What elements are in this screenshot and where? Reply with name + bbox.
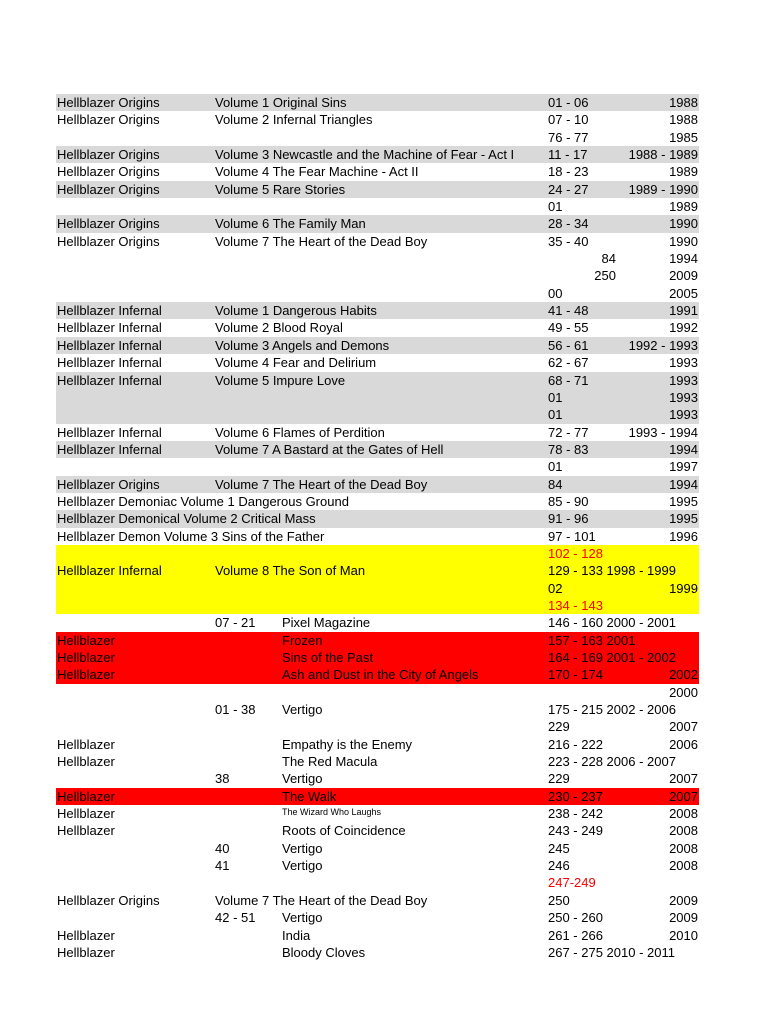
table-row (56, 285, 699, 302)
volume-cell: Volume 6 Flames of Perdition (215, 424, 385, 440)
title-cell: Frozen (282, 632, 323, 648)
years-cell: 2008 (669, 806, 698, 822)
table-row (56, 528, 699, 545)
table-row (56, 684, 699, 701)
table-row (56, 632, 699, 649)
table-row (56, 406, 699, 423)
years-cell: 1993 (669, 407, 698, 423)
issues-cell: 56 - 61 (548, 337, 589, 353)
years-cell: 2009 (669, 910, 698, 926)
issues-cell: 102 - 128 (548, 545, 603, 561)
table-row (56, 770, 699, 787)
years-cell: 1991 (669, 303, 698, 319)
table-row (56, 441, 699, 458)
table-row (56, 909, 699, 926)
spreadsheet-table (56, 94, 699, 961)
title-cell: India (282, 927, 311, 943)
issues-cell: 170 - 174 (548, 667, 603, 683)
table-row (56, 198, 699, 215)
issues-cell: 84 (548, 476, 563, 492)
series-cell: Hellblazer Infernal (57, 424, 162, 440)
volume-cell: Volume 6 The Family Man (215, 216, 366, 232)
issues-cell: 68 - 71 (548, 372, 589, 388)
series-cell: Hellblazer Demoniac Volume 1 Dangerous Ground (57, 493, 349, 509)
series-cell: Hellblazer Origins (57, 164, 160, 180)
issues-cell: 72 - 77 (548, 424, 589, 440)
years-cell: 2008 (669, 823, 698, 839)
volume-cell: Volume 3 Angels and Demons (215, 337, 390, 353)
issues-cell: 216 - 222 (548, 736, 603, 752)
years-cell: 1993 (669, 372, 698, 388)
volume-cell: 40 (215, 840, 230, 856)
years-cell: 1999 (669, 580, 698, 596)
issues-cell: 164 - 169 2001 - 2002 (548, 650, 676, 665)
table-row (56, 267, 699, 284)
issues-cell: 07 - 10 (548, 112, 589, 128)
years-cell: 1995 (669, 493, 698, 509)
table-row (56, 146, 699, 163)
table-row (56, 718, 699, 735)
title-cell: The Wizard Who Laughs (282, 807, 382, 818)
volume-cell: Volume 2 Blood Royal (215, 320, 343, 336)
issues-cell: 18 - 23 (548, 164, 589, 180)
years-cell: 1988 (669, 112, 698, 128)
title-cell: Bloody Cloves (282, 944, 366, 960)
series-cell: Hellblazer Infernal (57, 320, 162, 336)
table-row (56, 354, 699, 371)
table-row (56, 944, 699, 961)
title-cell: Vertigo (282, 771, 323, 787)
years-cell: 1989 - 1990 (628, 181, 698, 197)
series-cell: Hellblazer Origins (57, 233, 160, 249)
issues-cell: 00 (548, 285, 563, 301)
years-cell: 1994 (669, 476, 698, 492)
years-cell: 2008 (669, 840, 698, 856)
table-row (56, 927, 699, 944)
series-cell: Hellblazer Infernal (57, 303, 162, 319)
volume-cell: Volume 1 Dangerous Habits (215, 303, 377, 319)
volume-cell: Volume 8 The Son of Man (215, 563, 366, 579)
series-cell: Hellblazer Infernal (57, 563, 162, 579)
table-row (56, 233, 699, 250)
title-cell: Ash and Dust in the City of Angels (282, 667, 479, 683)
years-cell: 1989 (669, 199, 698, 215)
volume-cell: Volume 5 Impure Love (215, 372, 346, 388)
title-cell: Vertigo (282, 910, 323, 926)
table-row (56, 129, 699, 146)
table-row (56, 389, 699, 406)
issues-cell: 01 (548, 407, 563, 423)
volume-cell: 42 - 51 (215, 910, 256, 926)
issues-cell: 247-249 (548, 875, 596, 891)
table-row (56, 458, 699, 475)
series-cell: Hellblazer Infernal (57, 337, 162, 353)
table-row (56, 822, 699, 839)
table-row (56, 753, 699, 770)
issues-cell: 02 (548, 580, 563, 596)
series-cell: Hellblazer (57, 788, 115, 804)
issues-cell: 84 (601, 251, 616, 267)
years-cell: 2007 (669, 788, 698, 804)
table-row (56, 337, 699, 354)
issues-cell: 85 - 90 (548, 493, 589, 509)
issues-cell: 250 (594, 268, 616, 284)
series-cell: Hellblazer Origins (57, 476, 160, 492)
volume-cell: Volume 4 Fear and Delirium (215, 355, 377, 371)
years-cell: 1994 (669, 441, 698, 457)
series-cell: Hellblazer (57, 754, 115, 770)
series-cell: Hellblazer Origins (57, 892, 160, 908)
issues-cell: 49 - 55 (548, 320, 589, 336)
years-cell: 2000 (669, 684, 698, 700)
issues-cell: 01 (548, 459, 563, 475)
volume-cell: 41 (215, 858, 230, 874)
table-row (56, 562, 699, 579)
issues-cell: 238 - 242 (548, 806, 603, 822)
table-row (56, 736, 699, 753)
issues-cell: 28 - 34 (548, 216, 589, 232)
table-row (56, 111, 699, 128)
volume-cell: Volume 7 A Bastard at the Gates of Hell (215, 441, 444, 457)
table-row (56, 319, 699, 336)
table-row (56, 215, 699, 232)
table-row (56, 181, 699, 198)
volume-cell: Volume 2 Infernal Triangles (215, 112, 373, 128)
table-row (56, 840, 699, 857)
years-cell: 2007 (669, 719, 698, 735)
years-cell: 1996 (669, 528, 698, 544)
title-cell: The Red Macula (282, 754, 378, 770)
table-row (56, 545, 699, 562)
volume-cell: Volume 7 The Heart of the Dead Boy (215, 233, 428, 249)
volume-cell: Volume 1 Original Sins (215, 95, 347, 110)
series-cell: Hellblazer (57, 927, 115, 943)
volume-cell: Volume 7 The Heart of the Dead Boy (215, 476, 428, 492)
table-row (56, 788, 699, 805)
issues-cell: 76 - 77 (548, 129, 589, 145)
table-row (56, 493, 699, 510)
series-cell: Hellblazer Origins (57, 216, 160, 232)
series-cell: Hellblazer (57, 736, 115, 752)
series-cell: Hellblazer Origins (57, 147, 160, 163)
table-row (56, 302, 699, 319)
series-cell: Hellblazer Infernal (57, 441, 162, 457)
years-cell: 1988 (669, 95, 698, 110)
volume-cell: Volume 5 Rare Stories (215, 181, 346, 197)
issues-cell: 134 - 143 (548, 597, 603, 613)
years-cell: 1995 (669, 511, 698, 527)
issues-cell: 35 - 40 (548, 233, 589, 249)
issues-cell: 41 - 48 (548, 303, 589, 319)
volume-cell: Volume 7 The Heart of the Dead Boy (215, 892, 428, 908)
table-row (56, 805, 699, 822)
issues-cell: 91 - 96 (548, 511, 589, 527)
years-cell: 2005 (669, 285, 698, 301)
table-row (56, 476, 699, 493)
years-cell: 1992 - 1993 (628, 337, 698, 353)
volume-cell: 38 (215, 771, 230, 787)
series-cell: Hellblazer (57, 667, 115, 683)
series-cell: Hellblazer Infernal (57, 355, 162, 371)
issues-cell: 230 - 237 (548, 788, 603, 804)
volume-cell: Volume 4 The Fear Machine - Act II (215, 164, 419, 180)
issues-cell: 78 - 83 (548, 441, 589, 457)
issues-cell: 146 - 160 2000 - 2001 (548, 615, 676, 631)
issues-cell: 229 (548, 771, 570, 787)
years-cell: 2010 (669, 927, 698, 943)
issues-cell: 267 - 275 2010 - 2011 (548, 944, 675, 960)
years-cell: 1994 (669, 251, 698, 267)
title-cell: Pixel Magazine (282, 615, 371, 631)
series-cell: Hellblazer (57, 650, 115, 665)
years-cell: 2002 (669, 667, 698, 683)
table-row (56, 580, 699, 597)
table-row (56, 649, 699, 666)
title-cell: The Walk (282, 788, 337, 804)
table-row (56, 874, 699, 891)
table-row (56, 614, 699, 631)
table-row (56, 163, 699, 180)
years-cell: 1993 (669, 355, 698, 371)
years-cell: 2006 (669, 736, 698, 752)
issues-cell: 97 - 101 (548, 528, 596, 544)
title-cell: Vertigo (282, 858, 323, 874)
table-row (56, 372, 699, 389)
table-row (56, 424, 699, 441)
years-cell: 1993 (669, 389, 698, 405)
series-cell: Hellblazer Origins (57, 112, 160, 128)
series-cell: Hellblazer Origins (57, 181, 160, 197)
years-cell: 1989 (669, 164, 698, 180)
table-row (56, 94, 699, 111)
issues-cell: 01 - 06 (548, 95, 589, 110)
title-cell: Roots of Coincidence (282, 823, 406, 839)
volume-cell: 07 - 21 (215, 615, 256, 631)
years-cell: 1997 (669, 459, 698, 475)
issues-cell: 229 (548, 719, 570, 735)
series-cell: Hellblazer (57, 632, 115, 648)
table-row (56, 250, 699, 267)
issues-cell: 01 (548, 389, 563, 405)
series-cell: Hellblazer (57, 806, 115, 822)
volume-cell: Volume 3 Newcastle and the Machine of Fear - Act I (215, 147, 515, 163)
years-cell: 1990 (669, 216, 698, 232)
issues-cell: 261 - 266 (548, 927, 603, 943)
issues-cell: 245 (548, 840, 570, 856)
years-cell: 2009 (669, 268, 698, 284)
series-cell: Hellblazer Demon Volume 3 Sins of the Father (57, 528, 325, 544)
years-cell: 1993 - 1994 (628, 424, 698, 440)
issues-cell: 175 - 215 2002 - 2006 (548, 702, 676, 718)
years-cell: 1985 (669, 129, 698, 145)
series-cell: Hellblazer (57, 944, 115, 960)
table-row (56, 857, 699, 874)
issues-cell: 157 - 163 2001 (548, 632, 636, 648)
title-cell: Empathy is the Enemy (282, 736, 413, 752)
volume-cell: 01 - 38 (215, 702, 256, 718)
issues-cell: 129 - 133 1998 - 1999 (548, 563, 676, 579)
issues-cell: 62 - 67 (548, 355, 589, 371)
years-cell: 2008 (669, 858, 698, 874)
years-cell: 1990 (669, 233, 698, 249)
table-row (56, 510, 699, 527)
issues-cell: 250 (548, 892, 570, 908)
issues-cell: 24 - 27 (548, 181, 589, 197)
series-cell: Hellblazer Infernal (57, 372, 162, 388)
title-cell: Sins of the Past (282, 650, 374, 665)
years-cell: 2009 (669, 892, 698, 908)
years-cell: 1992 (669, 320, 698, 336)
years-cell: 2007 (669, 771, 698, 787)
title-cell: Vertigo (282, 702, 323, 718)
table-row (56, 701, 699, 718)
series-cell: Hellblazer Origins (57, 95, 160, 110)
issues-cell: 246 (548, 858, 570, 874)
table-row (56, 597, 699, 614)
issues-cell: 243 - 249 (548, 823, 603, 839)
issues-cell: 250 - 260 (548, 910, 603, 926)
issues-cell: 11 - 17 (548, 147, 588, 163)
issues-cell: 223 - 228 2006 - 2007 (548, 754, 676, 770)
years-cell: 1988 - 1989 (628, 147, 698, 163)
series-cell: Hellblazer (57, 823, 115, 839)
table-row (56, 666, 699, 683)
table-row (56, 892, 699, 909)
series-cell: Hellblazer Demonical Volume 2 Critical Mass (57, 511, 316, 527)
issues-cell: 01 (548, 199, 563, 215)
title-cell: Vertigo (282, 840, 323, 856)
